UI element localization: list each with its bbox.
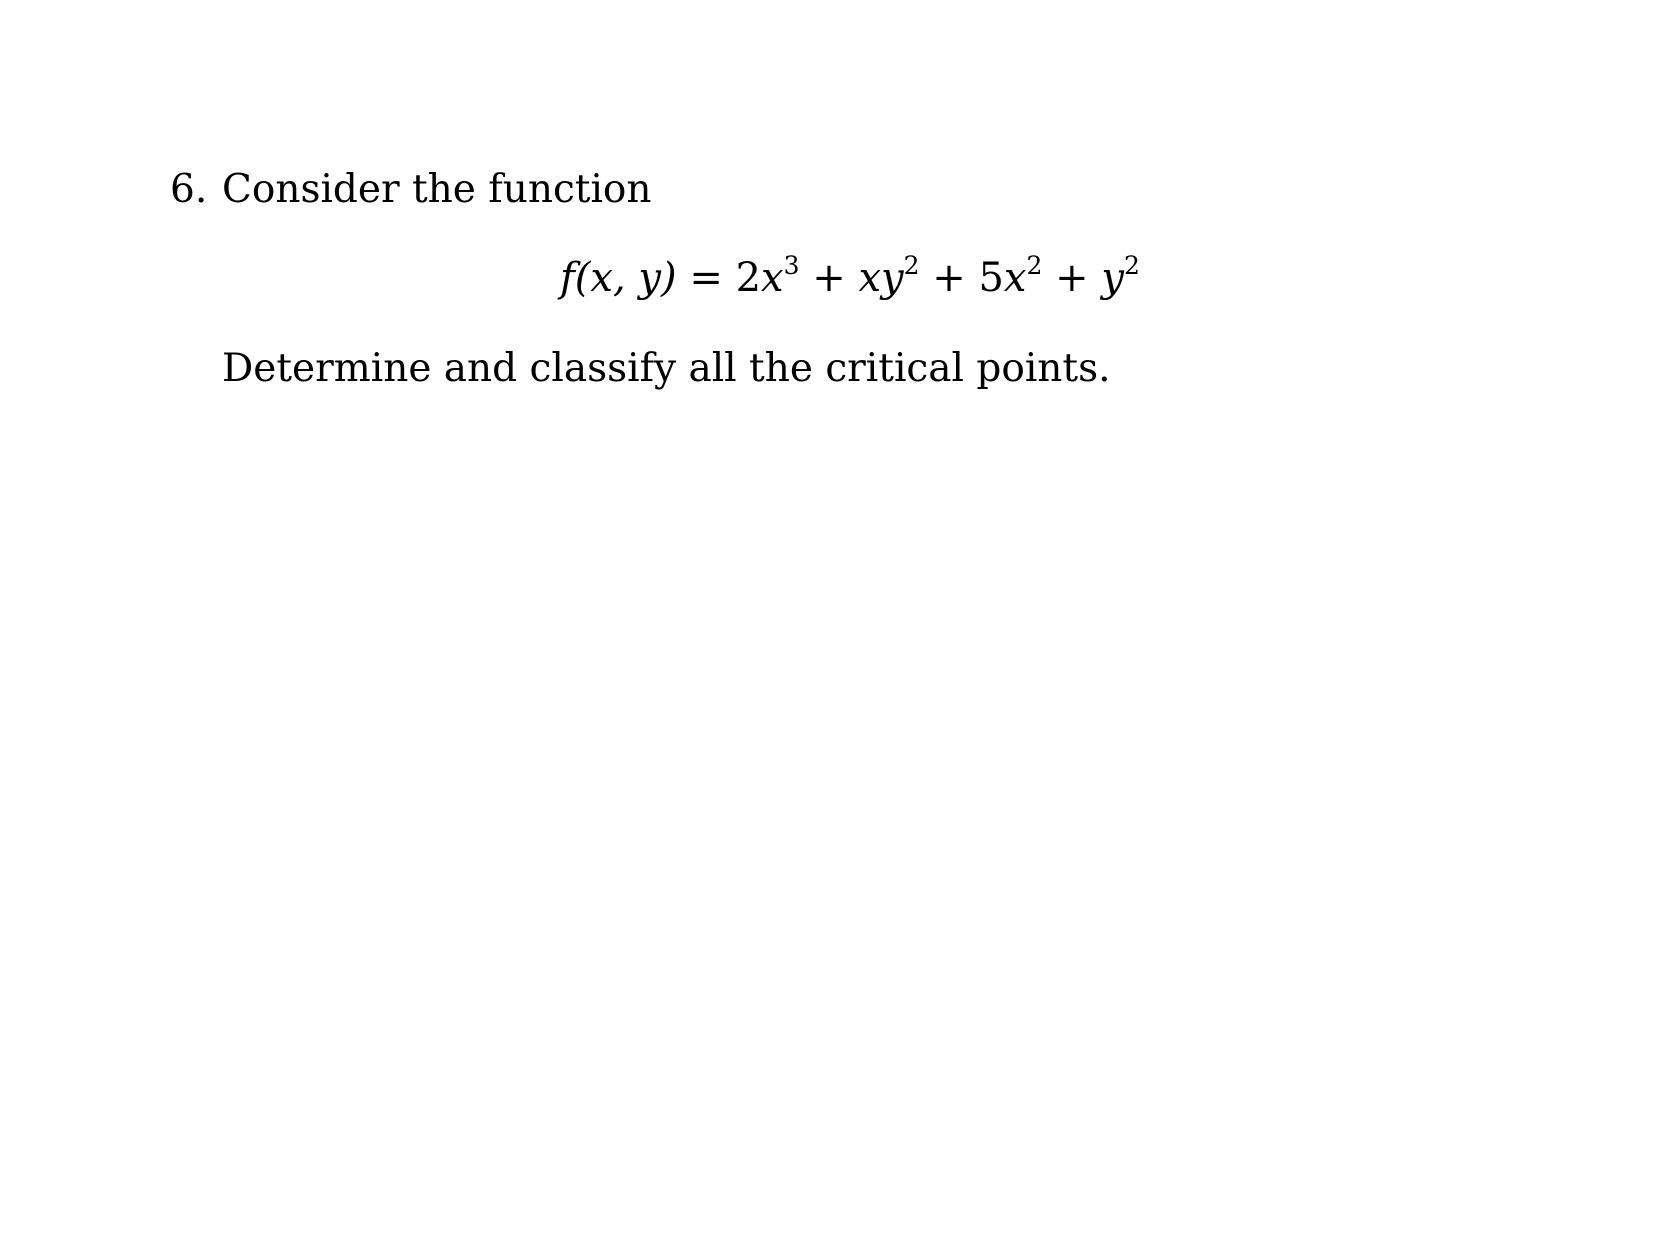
term-3-operator: +: [932, 255, 966, 301]
term-3-exponent: 2: [1026, 251, 1043, 280]
term-3-variable: x: [1003, 255, 1027, 301]
function-equation: [560, 250, 1140, 306]
term-1-exponent: 3: [783, 251, 800, 280]
term-4-variable: y: [1101, 255, 1124, 301]
problem-intro: Consider the function: [222, 167, 652, 212]
term-4-operator: +: [1055, 255, 1089, 301]
equation-equals: =: [689, 255, 723, 301]
problem-instruction: Determine and classify all the critical points.: [222, 346, 1111, 391]
term-2-exponent: 2: [903, 251, 920, 280]
term-2-operator: +: [812, 255, 846, 301]
term-4-exponent: 2: [1123, 251, 1140, 280]
term-3-coefficient: 5: [978, 255, 1004, 301]
term-2-variable: xy: [858, 255, 904, 301]
term-1-variable: x: [761, 255, 784, 301]
equation-lhs: f(x, y): [560, 255, 677, 301]
term-1-coefficient: 2: [735, 255, 762, 301]
problem-number: 6.: [170, 167, 208, 212]
problem-heading: [170, 164, 652, 216]
